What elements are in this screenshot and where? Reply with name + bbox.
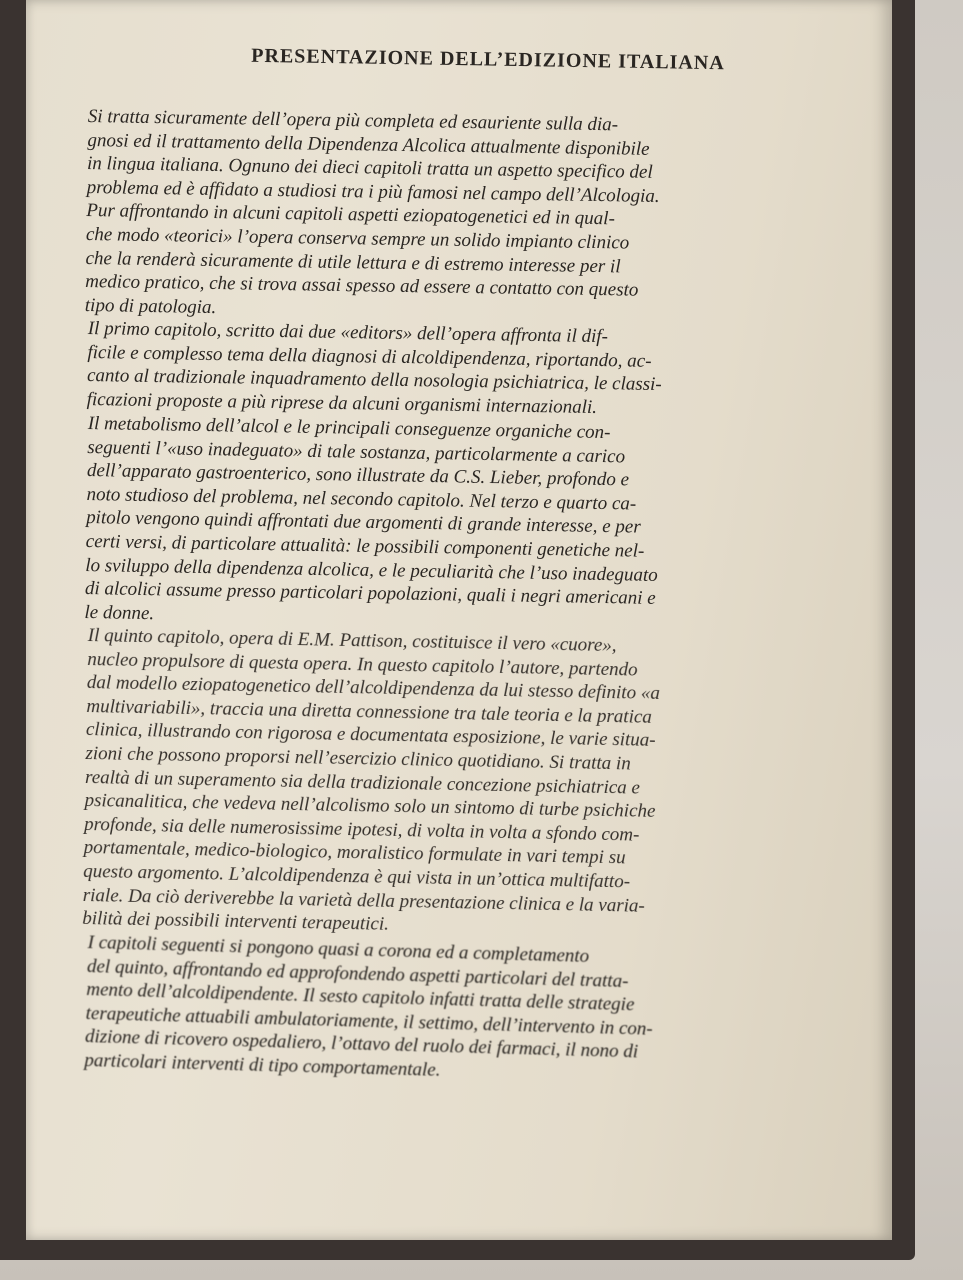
paragraph-4: Il quinto capitolo, opera di E.M. Pattison, costituisce il vero «cuore», nucleo propulsore di questa opera. In questo capitolo l’autore, partendo dal modello eziopatogenetico dell’alcoldipendenza da lui stesso definito «a multivariabili», traccia una diretta connessione tra tale teoria e la pratica clinica, illustrando con rigorosa e documentata esposizione, le varie situa- zioni che possono proporsi nell’esercizio clinico quotidiano. Si tratta in realtà di un superamento sia della tradizionale concezione psichiatrica e psicanalitica, che vedeva nell’alcolismo solo un sintomo di turbe psichiche profonde, sia delle numerosissime ipotesi, di volta in volta a sfondo com- portamentale, medico-biologico, moralistico formulate in vari tempi su questo argomento. L’alcoldipendenza è qui vista in un’ottica multifatto- riale. Da ciò deriverebbe la varietà della presentazione clinica e la varia- bilità dei possibili interventi terapeutici. — [82, 625, 661, 936]
paragraph-1: Si tratta sicuramente dell’opera più completa ed esauriente sulla dia- gnosi ed il trattamento della Dipendenza Alcolica attualmente disponibile in lingua italiana. Ognuno dei dieci capitoli tratta un aspetto specifico del problema ed è affidato a studiosi tra i più famosi nel campo dell’Alcologia. Pur affrontando in alcuni capitoli aspetti eziopatogenetici ed in qual- che modo «teorici» l’opera conserva sempre un solido impianto clinico che la renderà sicuramente di utile lettura e di estremo interesse per il medico pratico, che si trova assai spesso ad essere a contatto con questo tipo di patologia. — [84, 105, 660, 318]
book-page — [26, 0, 892, 1240]
page-content — [82, 44, 828, 1081]
paragraph-3: Il metabolismo dell’alcol e le principali conseguenze organiche con- seguenti l’«uso inadeguato» di tale sostanza, particolarmente a carico dell’apparato gastroenterico, sono illustrate da C.S. Lieber, profondo e noto studioso del problema, nel secondo capitolo. Nel terzo e quarto ca- pitolo vengono quindi affrontati due argomenti di grande interesse, e per certi versi, di particolare attualità: le possibili componenti genetiche nel- lo sviluppo della dipendenza alcolica, e le peculiarità che l’uso inadeguato di alcolici assume presso particolari popolazioni, quali i negri americani e le donne. — [84, 412, 658, 624]
page-title: PRESENTAZIONE DELL’EDIZIONE ITALIANA — [251, 44, 725, 75]
paragraph-2: Il primo capitolo, scritto dai due «editors» dell’opera affronta il dif- ficile e complesso tema della diagnosi di alcoldipendenza, riportando, ac- canto al tradizionale inquadramento della nosologia psichiatrica, le classi- ficazioni proposte a più riprese da alcuni organismi internazionali. — [86, 318, 662, 419]
paragraph-5: I capitoli seguenti si pongono quasi a corona ed a completamento del quinto, affrontando ed approfondendo aspetti particolari del tratta- mento dell’alcoldipendente. Il sesto capitolo infatti tratta delle strategie terapeutiche attuabili ambulatoriamente, il settimo, dell’intervento in con- dizione di ricovero ospedaliero, l’ottavo del ruolo dei farmaci, il nono di particolari interventi di tipo comportamentale. — [84, 931, 654, 1081]
